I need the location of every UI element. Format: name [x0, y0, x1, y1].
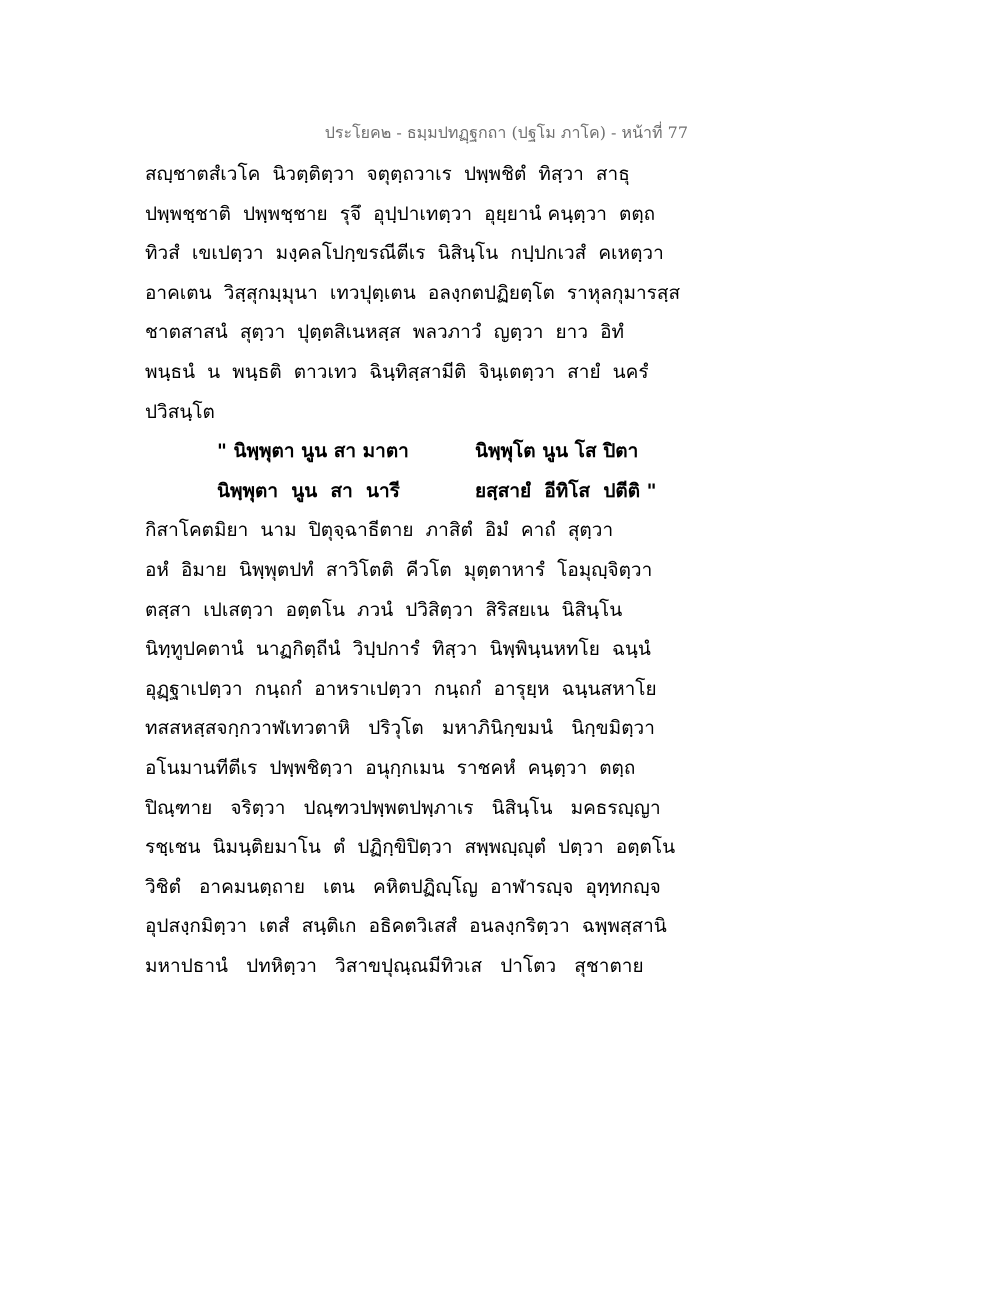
- text-line: ปวิสนฺโต: [145, 400, 215, 423]
- text-line: อุฏฺฐาเปตฺวา กนฺถกํ อาหราเปตฺวา กนฺถกํ อารุยฺห ฉนฺนสหาโย: [145, 677, 657, 700]
- text-line: มหาปธานํ ปทหิตฺวา วิสาขปุณฺณมีทิวเส ปาโตว สุชาตาย: [145, 954, 644, 977]
- verse-second-half: นิพฺพุโต นูน โส ปิตา: [475, 440, 639, 463]
- verse-block: [145, 432, 705, 511]
- text-line: ตสฺสา เปเสตฺวา อตฺตโน ภวนํ ปวิสิตฺวา สิริสยเน นิสินฺโน: [145, 598, 623, 621]
- page-header: ประโยค๒ - ธมฺมปทฏฺฐกถา (ปฐโม ภาโค) - หน้าที่ 77: [324, 123, 688, 142]
- text-line: รชฺเชน นิมนฺติยมาโน ตํ ปฏิกฺขิปิตฺวา สพฺพญฺญุตํ ปตฺวา อตฺตโน: [145, 836, 676, 859]
- text-line: อุปสงฺกมิตฺวา เตสํ สนฺติเก อธิคตวิเสสํ อนลงฺกริตฺวา ฉพฺพสฺสานิ: [145, 915, 667, 938]
- text-line: ทิวสํ เขเปตฺวา มงฺคลโปกฺขรณีตีเร นิสินฺโน กปฺปกเวสํ คเหตฺวา: [145, 242, 664, 265]
- text-line: ปพฺพชฺชาติ ปพฺพชฺชาย รุจึ อุปฺปาเทตฺวา อุยฺยานํ คนฺตฺวา ตตฺถ: [145, 202, 656, 225]
- text-line: อหํ อิมาย นิพฺพุตปทํ สาวิโตติ คีวโต มุตฺตาหารํ โอมุญฺจิตฺวา: [145, 558, 653, 581]
- text-line: ทสสหสฺสจกฺกวาฬเทวตาหิ ปริวุโต มหาภินิกฺขมนํ นิกฺขมิตฺวา: [145, 717, 655, 740]
- paragraph-1: [145, 155, 705, 432]
- text-line: ปิณฺฑาย จริตฺวา ปณฺฑวปพฺพตปพฺภาเร นิสินฺโน มคธรญฺญา: [145, 796, 661, 819]
- verse-line: [145, 472, 705, 512]
- text-line: กิสาโคตมิยา นาม ปิตุจฺฉาธีตาย ภาสิตํ อิมํ คาถํ สุตฺวา: [145, 519, 614, 542]
- verse-line: [145, 432, 705, 472]
- verse-second-half: ยสฺสายํ อีทิโส ปตีติ ": [475, 479, 657, 502]
- verse-first-half: นิพฺพุตา นูน สา นารี: [217, 479, 400, 502]
- page-body: [145, 155, 705, 986]
- text-line: ชาตสาสนํ สุตฺวา ปุตฺตสิเนหสฺส พลวภาวํ ญตฺวา ยาว อิทํ: [145, 321, 625, 344]
- text-line: อโนมานทีตีเร ปพฺพชิตฺวา อนุกฺกเมน ราชคหํ คนฺตฺวา ตตฺถ: [145, 756, 636, 779]
- paragraph-2: [145, 511, 705, 986]
- verse-first-half: " นิพฺพุตา นูน สา มาตา: [217, 440, 409, 463]
- text-line: วิชิตํ อาคมนตฺถาย เตน คหิตปฏิญฺโญ อาฬารญฺจ อุทฺทกญฺจ: [145, 875, 661, 898]
- text-line: สญฺชาตสํเวโค นิวตฺติตฺวา จตุตฺถวาเร ปพฺพชิตํ ทิสฺวา สาธุ: [145, 163, 630, 185]
- text-line: พนฺธนํ น พนฺธติ ตาวเทว ฉินฺทิสฺสามีติ จินฺเตตฺวา สายํ นครํ: [145, 360, 649, 383]
- text-line: อาคเตน วิสฺสุกมฺมุนา เทวปุตฺเตน อลงฺกตปฏิยตฺโต ราหุลกุมารสฺส: [145, 281, 681, 304]
- text-line: นิทฺทูปคตานํ นาฏกิตฺถีนํ วิปฺปการํ ทิสฺวา นิพฺพินฺนหทโย ฉนฺนํ: [145, 638, 651, 661]
